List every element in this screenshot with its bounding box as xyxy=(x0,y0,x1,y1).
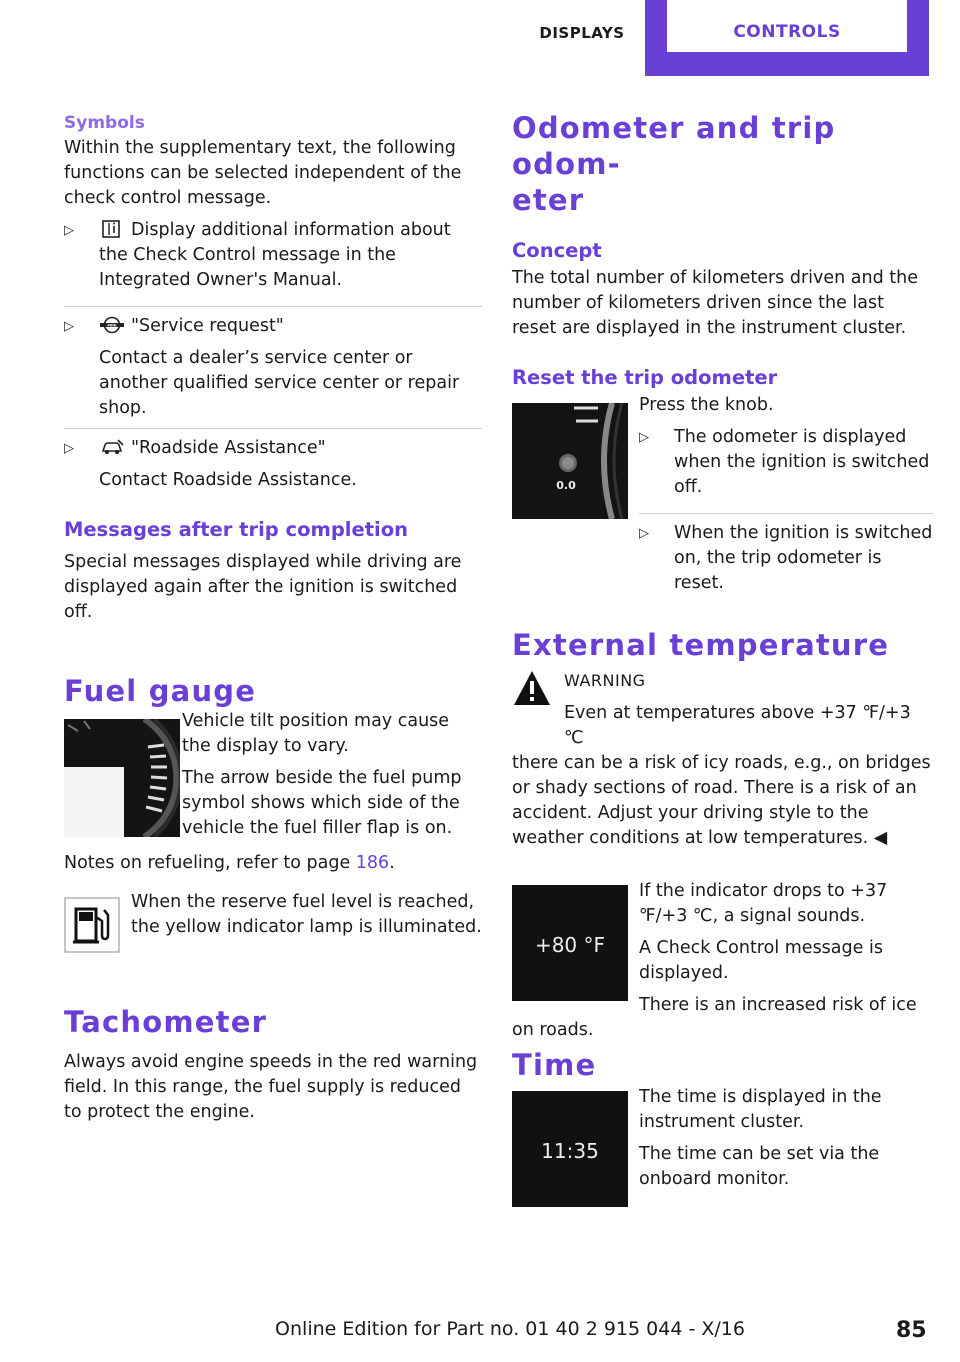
warning-label: WARNING xyxy=(564,671,646,690)
warning-text: there can be a risk of icy roads, e.g., on bridges or shady sections of road. There is a risk of an accident. Adjust your driving style to the weather conditions at low temperatures. ◀ xyxy=(512,753,931,848)
concept-text: The total number of kilometers driven and the number of kilometers driven since the last reset are displayed in the instrument cluster. xyxy=(512,268,919,338)
fuel-gauge-image xyxy=(64,719,180,837)
divider xyxy=(639,513,933,514)
time-heading: Time xyxy=(512,1048,597,1082)
trip-odometer-image xyxy=(512,403,628,519)
messages-heading: Messages after trip completion xyxy=(64,518,408,541)
mini-service-icon xyxy=(99,316,125,334)
time-text-1: The time is displayed in the instrument cluster. xyxy=(639,1087,882,1132)
divider xyxy=(64,306,482,307)
odometer-readout: 0.0 xyxy=(556,479,576,492)
external-temperature-heading: External temperature xyxy=(512,628,890,662)
chapter-tab[interactable] xyxy=(645,0,929,76)
odometer-heading: Odometer and trip odom‐ eter xyxy=(512,111,836,217)
fuel-text-2: The arrow beside the fuel pump symbol shows which side of the vehicle the fuel filler flap is on. xyxy=(182,768,462,838)
reset-heading: Reset the trip odometer xyxy=(512,366,778,389)
time-text-2: The time can be set via the onboard monitor. xyxy=(639,1144,880,1189)
list-item xyxy=(64,314,482,421)
fuel-pump-icon xyxy=(64,897,120,953)
triangle-bullet-icon: ▷ xyxy=(64,441,74,456)
list-item: ▷ The odometer is displayed when the ignition is switched off. xyxy=(639,427,930,497)
page-number: 85 xyxy=(896,1318,927,1343)
manual-book-icon xyxy=(99,220,125,238)
page-link[interactable]: 186 xyxy=(355,853,390,873)
reset-press-text: Press the knob. xyxy=(639,395,774,415)
triangle-bullet-icon: ▷ xyxy=(64,319,74,334)
triangle-bullet-icon: ▷ xyxy=(64,223,74,238)
fuel-text-1: Vehicle tilt position may cause the display to vary. xyxy=(182,711,450,756)
edition-text: Online Edition for Part no. 01 40 2 915 044 - X/16 xyxy=(275,1318,745,1340)
warning-triangle-icon xyxy=(512,669,552,707)
section-label: DISPLAYS xyxy=(539,24,625,42)
triangle-bullet-icon: ▷ xyxy=(639,526,649,541)
clock-display-image xyxy=(512,1091,628,1207)
triangle-bullet-icon: ▷ xyxy=(639,430,649,445)
header-section-label xyxy=(520,0,644,76)
end-mark: ◀ xyxy=(873,828,888,848)
tachometer-text: Always avoid engine speeds in the red warning field. In this range, the fuel supply is reduced to protect the engine. xyxy=(64,1052,478,1122)
left-column xyxy=(64,110,482,1125)
symbol-item-text: "Service request" xyxy=(131,316,284,336)
symbol-item-sub: Contact a dealer’s service center or another qualified service center or repair shop. xyxy=(99,348,460,418)
symbol-item-sub: Contact Roadside Assistance. xyxy=(99,470,357,490)
temp-text-2: A Check Control message is displayed. xyxy=(639,938,883,983)
temp-text-1: If the indicator drops to +37 ℉/+3 ℃, a signal sounds. xyxy=(639,881,888,926)
concept-heading: Concept xyxy=(512,239,602,262)
fuel-gauge-heading: Fuel gauge xyxy=(64,674,257,708)
fuel-notes: Notes on refueling, refer to page 186. xyxy=(64,853,395,873)
chapter-tab-label: CONTROLS xyxy=(733,22,841,42)
symbols-intro: Within the supplementary text, the following functions can be selected independent of the check control message. xyxy=(64,138,462,208)
temperature-readout: +80 °F xyxy=(534,933,606,957)
symbols-heading: Symbols xyxy=(64,113,145,133)
symbol-item-text: "Roadside Assistance" xyxy=(131,438,326,458)
symbol-item-text: Display additional information about the Check Control message in the Integrated Owner's Manual. xyxy=(99,220,451,290)
right-column xyxy=(512,110,932,1215)
temperature-display-image xyxy=(512,885,628,1001)
divider xyxy=(64,428,482,429)
list-item xyxy=(64,436,482,493)
svg-text:MINI: MINI xyxy=(107,323,117,328)
temp-text-3: There is an increased risk of ice on roads. xyxy=(512,995,917,1040)
fuel-reserve-text: When the reserve fuel level is reached, the yellow indicator lamp is illuminated. xyxy=(131,892,482,937)
warning-text-first: Even at temperatures above +37 ℉/+3 ℃ xyxy=(564,703,911,748)
list-item xyxy=(64,218,482,299)
symbols-list xyxy=(64,218,482,299)
clock-readout: 11:35 xyxy=(541,1139,599,1163)
messages-text: Special messages displayed while driving are displayed again after the ignition is switched off. xyxy=(64,552,462,622)
tachometer-heading: Tachometer xyxy=(64,1005,268,1039)
roadside-car-icon xyxy=(99,438,125,456)
footer xyxy=(0,1318,960,1340)
list-item: ▷ When the ignition is switched on, the trip odometer is reset. xyxy=(639,523,933,593)
